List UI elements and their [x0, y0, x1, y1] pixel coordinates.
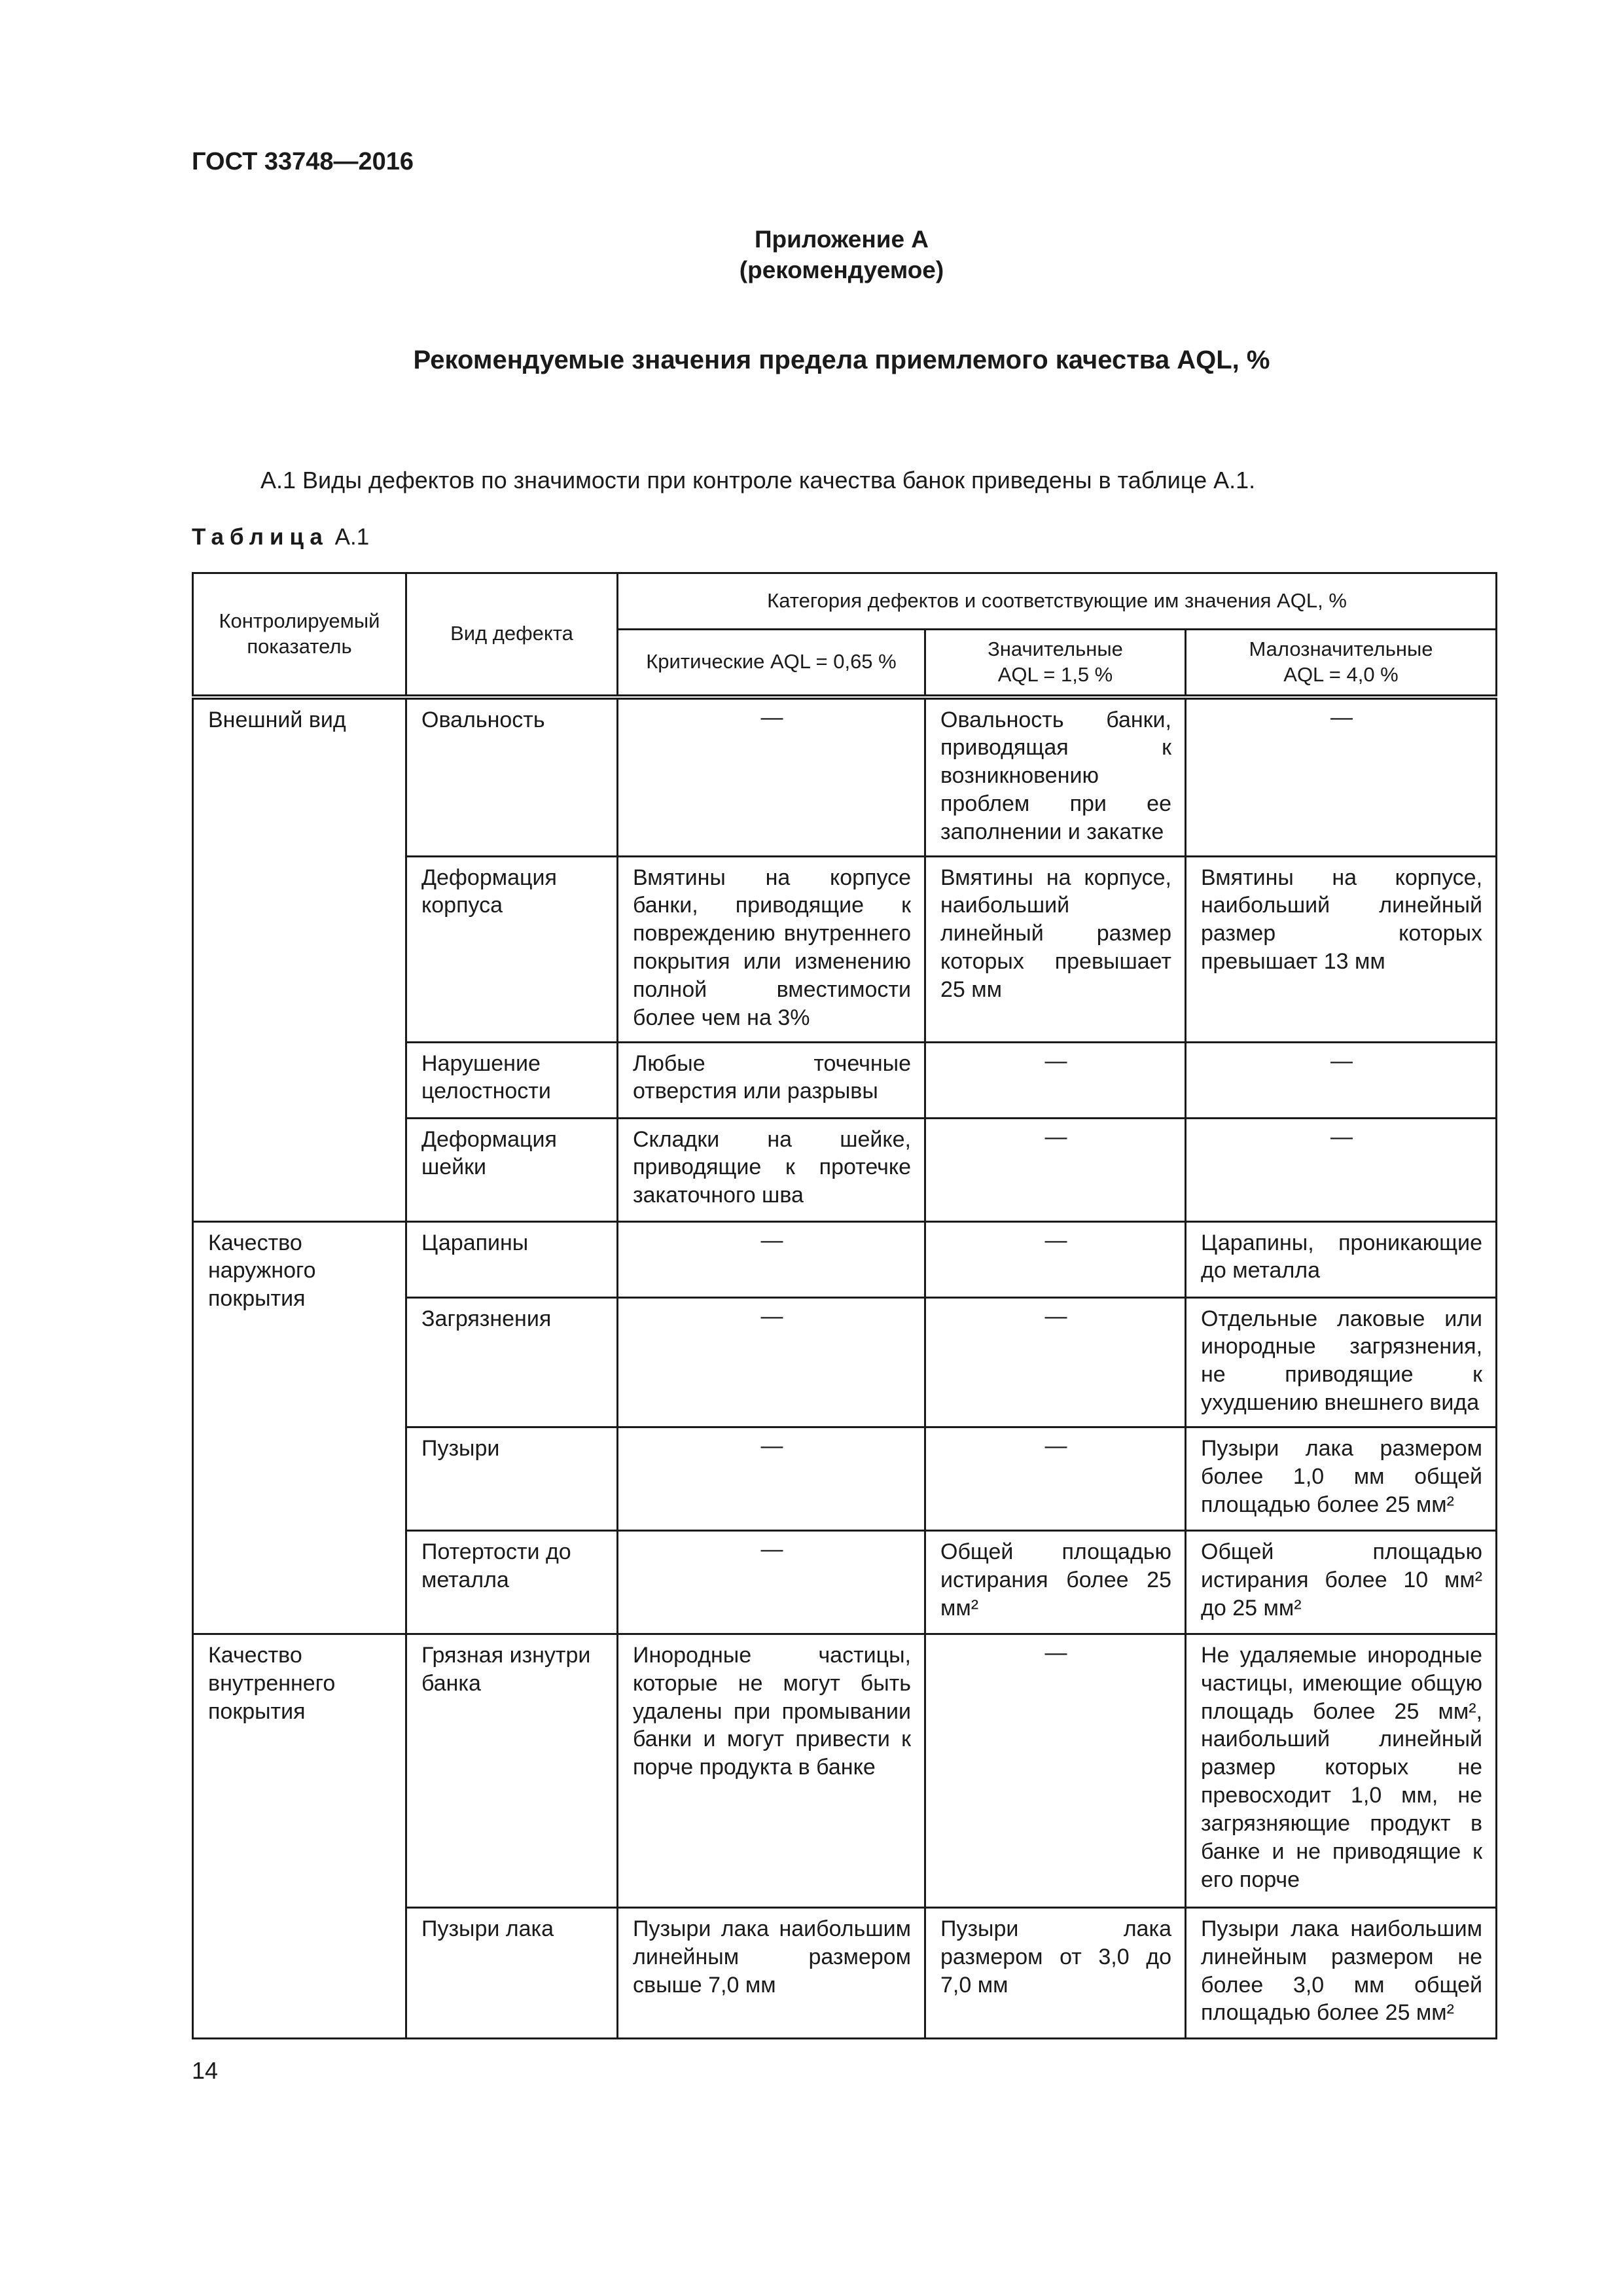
critical-cell: Складки на шейке, приводящие к протечке закаточного шва	[618, 1118, 925, 1221]
critical-cell: Вмятины на корпусе банки, приводящие к повреждению внутреннего покрытия или изменению полной вместимости более чем на 3%	[618, 856, 925, 1042]
table-row	[193, 697, 1497, 857]
major-cell: Пузыри лака размером от 3,0 до 7,0 мм	[925, 1907, 1186, 2038]
header-minor-aql: AQL = 4,0 %	[1283, 662, 1399, 686]
aql-table	[192, 572, 1497, 2039]
critical-cell: —	[618, 1530, 925, 1634]
critical-cell: Инородные частицы, которые не могут быть удалены при промывании банки и могут привести к порче продукта в банке	[618, 1634, 925, 1907]
major-cell: —	[925, 1297, 1186, 1427]
critical-cell: —	[618, 1221, 925, 1297]
minor-cell: Общей площадью истирания более 10 мм² до 25 мм²	[1186, 1530, 1497, 1634]
header-defect-type: Вид дефекта	[406, 573, 618, 697]
defect-cell: Потертости до металла	[406, 1530, 618, 1634]
defect-cell: Нарушение целостности	[406, 1042, 618, 1118]
appendix-label: Приложение А	[754, 226, 929, 253]
defect-cell: Деформация корпуса	[406, 856, 618, 1042]
appendix-title: Рекомендуемые значения предела приемлемого качества AQL, %	[413, 346, 1270, 374]
major-cell: —	[925, 1634, 1186, 1907]
header-critical: Критические AQL = 0,65 %	[618, 630, 925, 697]
major-cell: —	[925, 1221, 1186, 1297]
minor-cell: —	[1186, 697, 1497, 857]
page-number: 14	[192, 2057, 219, 2084]
defect-cell: Пузыри	[406, 1427, 618, 1530]
critical-cell: Пузыри лака наибольшим линейным размером свыше 7,0 мм	[618, 1907, 925, 2038]
major-cell: —	[925, 1118, 1186, 1221]
minor-cell: Царапины, проникающие до металла	[1186, 1221, 1497, 1297]
table-caption-number: А.1	[334, 524, 370, 550]
minor-cell: Не удаляемые инородные частицы, имеющие общую площадь более 25 мм², наибольший линейный размер которых не превосходит 1,0 мм, не загрязняющие продукт в банке и не приводящие к его порче	[1186, 1634, 1497, 1907]
defect-cell: Деформация шейки	[406, 1118, 618, 1221]
defect-cell: Грязная изнутри банка	[406, 1634, 618, 1907]
minor-cell: Вмятины на корпусе, наибольший линейный размер которых превышает 13 мм	[1186, 856, 1497, 1042]
header-major	[925, 630, 1186, 697]
table-row	[193, 1221, 1497, 1297]
minor-cell: —	[1186, 1118, 1497, 1221]
critical-cell: —	[618, 1427, 925, 1530]
major-cell: —	[925, 1427, 1186, 1530]
major-cell: Овальность банки, приводящая к возникновению проблем при ее заполнении и закатке	[925, 697, 1186, 857]
header-minor	[1186, 630, 1497, 697]
header-indicator: Контролируемый показатель	[193, 573, 406, 697]
major-cell: —	[925, 1042, 1186, 1118]
indicator-cell: Внешний вид	[193, 697, 406, 1222]
critical-cell: —	[618, 697, 925, 857]
header-major-name: Значительные	[988, 637, 1123, 660]
intro-paragraph: А.1 Виды дефектов по значимости при контроле качества банок приведены в таблице А.1.	[260, 467, 1256, 493]
minor-cell: —	[1186, 1042, 1497, 1118]
defect-cell: Овальность	[406, 697, 618, 857]
document-code: ГОСТ 33748—2016	[192, 148, 414, 175]
table-caption-word: Таблица	[192, 524, 329, 550]
critical-cell: Любые точечные отверстия или разрывы	[618, 1042, 925, 1118]
defect-cell: Царапины	[406, 1221, 618, 1297]
major-cell: Вмятины на корпусе, наибольший линейный размер которых превышает 25 мм	[925, 856, 1186, 1042]
table-caption	[192, 524, 369, 550]
indicator-cell: Качество наружного покрытия	[193, 1221, 406, 1634]
table-row	[193, 1634, 1497, 1907]
minor-cell: Пузыри лака наибольшим линейным размером не более 3,0 мм общей площадью более 25 мм²	[1186, 1907, 1497, 2038]
defect-cell: Загрязнения	[406, 1297, 618, 1427]
minor-cell: Отдельные лаковые или инородные загрязнения, не приводящие к ухудшению внешнего вида	[1186, 1297, 1497, 1427]
indicator-cell: Качество внутреннего покрытия	[193, 1634, 406, 2038]
defect-cell: Пузыри лака	[406, 1907, 618, 2038]
header-defect-category: Категория дефектов и соответствующие им значения AQL, %	[618, 573, 1497, 630]
minor-cell: Пузыри лака размером более 1,0 мм общей площадью более 25 мм²	[1186, 1427, 1497, 1530]
critical-cell: —	[618, 1297, 925, 1427]
major-cell: Общей площадью истирания более 25 мм²	[925, 1530, 1186, 1634]
header-major-aql: AQL = 1,5 %	[997, 662, 1113, 686]
appendix-status: (рекомендуемое)	[739, 257, 944, 283]
header-minor-name: Малозначительные	[1249, 637, 1433, 660]
